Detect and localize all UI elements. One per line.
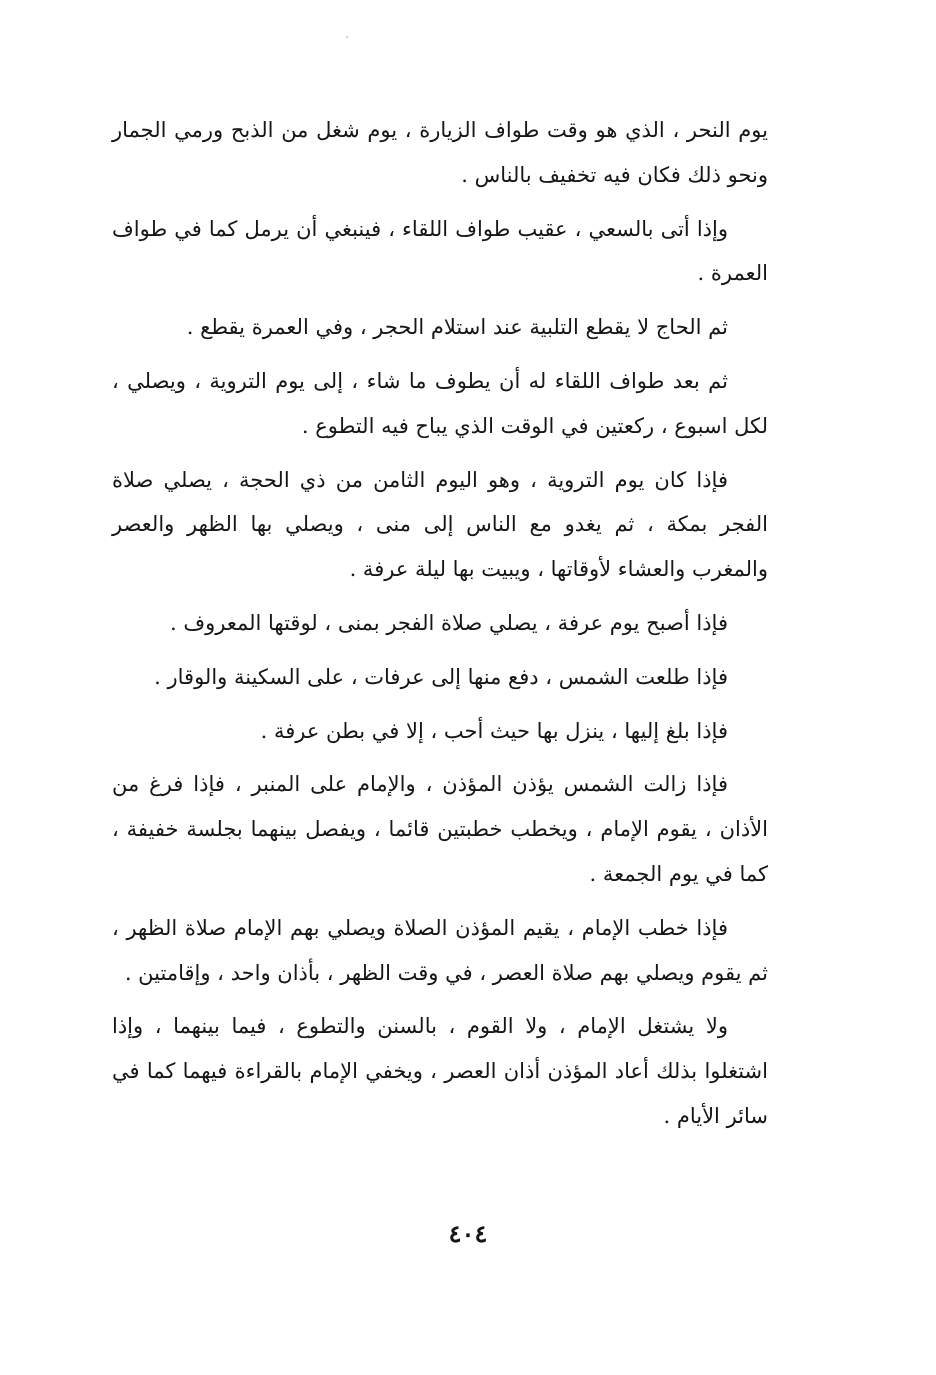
scan-speck [346, 36, 348, 38]
paragraph-10: فإذا خطب الإمام ، يقيم المؤذن الصلاة ويصلي بهم الإمام صلاة الظهر ، ثم يقوم ويصلي بهم صلاة العصر ، في وقت الظهر ، بأذان واحد ، وإقامتين . [112, 915, 768, 985]
paragraph-4: ثم بعد طواف اللقاء له أن يطوف ما شاء ، إلى يوم التروية ، ويصلي ، لكل اسبوع ، ركعتين في الوقت الذي يباح فيه التطوع . [112, 368, 768, 438]
paragraph-2: وإذا أتى بالسعي ، عقيب طواف اللقاء ، فينبغي أن يرمل كما في طواف العمرة . [112, 216, 768, 286]
page-number: ٤٠٤ [448, 1219, 488, 1248]
paragraph-5: فإذا كان يوم التروية ، وهو اليوم الثامن من ذي الحجة ، يصلي صلاة الفجر بمكة ، ثم يغدو مع الناس إلى منى ، ويصلي بها الظهر والعصر والمغرب والعشاء لأوقاتها ، ويبيت بها ليلة عرفة . [112, 467, 768, 582]
paragraph-3: ثم الحاج لا يقطع التلبية عند استلام الحجر ، وفي العمرة يقطع . [186, 315, 728, 340]
paragraph-1: يوم النحر ، الذي هو وقت طواف الزيارة ، يوم شغل من الذبح ورمي الجمار ونحو ذلك فكان فيه تخفيف بالناس . [112, 118, 768, 187]
paragraph-11: ولا يشتغل الإمام ، ولا القوم ، بالسنن والتطوع ، فيما بينهما ، وإذا اشتغلوا بذلك أعاد المؤذن أذان العصر ، ويخفي الإمام بالقراءة فيهما كما في سائر الأيام . [112, 1014, 768, 1128]
paragraph-7: فإذا طلعت الشمس ، دفع منها إلى عرفات ، على السكينة والوقار . [154, 664, 728, 689]
paragraph-9: فإذا زالت الشمس يؤذن المؤذن ، والإمام على المنبر ، فإذا فرغ من الأذان ، يقوم الإمام ، ويخطب خطبتين قائما ، ويفصل بينهما بجلسة خفيفة ، كما في يوم الجمعة . [112, 772, 768, 886]
paragraph-8: فإذا بلغ إليها ، ينزل بها حيث أحب ، إلا في بطن عرفة . [260, 718, 728, 743]
body-text [112, 108, 768, 1148]
paragraph-6: فإذا أصبح يوم عرفة ، يصلي صلاة الفجر بمنى ، لوقتها المعروف . [169, 610, 728, 635]
